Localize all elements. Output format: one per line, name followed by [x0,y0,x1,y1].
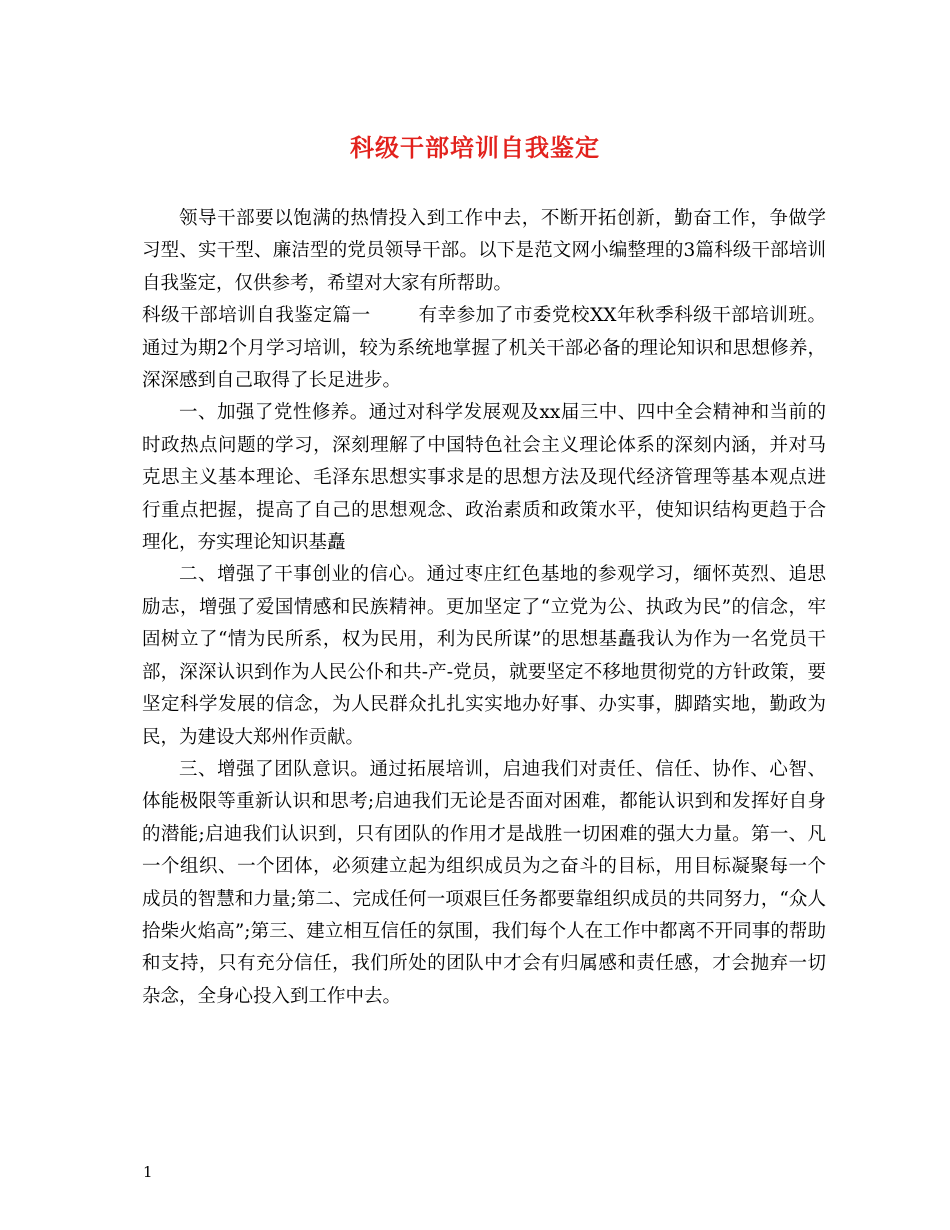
intro-paragraph: 领导干部要以饱满的热情投入到工作中去，不断开拓创新，勤奋工作，争做学习型、实干型、廉洁型的党员领导干部。以下是范文网小编整理的3篇科级干部培训自我鉴定，仅供参考，希望对大家有所帮助。 [142,208,826,294]
document-body [142,203,826,1013]
section-1-title: 科级干部培训自我鉴定篇一 [142,305,371,327]
document-title: 科级干部培训自我鉴定 [350,133,600,162]
team-awareness-paragraph: 三、增强了团队意识。通过拓展培训，启迪我们对责任、信任、协作、心智、体能极限等重新认识和思考;启迪我们无论是否面对困难，都能认识到和发挥好自身的潜能;启迪我们认识到，只有团队的作用才是战胜一切困难的强大力量。第一、凡一个组织、一个团体，必须建立起为组织成员为之奋斗的目标，用目标凝聚每一个成员的智慧和力量;第二、完成任何一项艰巨任务都要靠组织成员的共同努力，“众人拾柴火焰高”;第三、建立相互信任的氛围，我们每个人在工作中都离不开同事的帮助和支持，只有充分信任，我们所处的团队中才会有归属感和责任感，才会抛弃一切杂念，全身心投入到工作中去。 [142,758,826,1007]
party-spirit-paragraph: 一、加强了党性修养。通过对科学发展观及xx届三中、四中全会精神和当前的时政热点问题的学习，深刻理解了中国特色社会主义理论体系的深刻内涵，并对马克思主义基本理论、毛泽东思想实事求是的思想方法及现代经济管理等基本观点进行重点把握，提高了自己的思想观念、政治素质和政策水平，使知识结构更趋于合理化，夯实理论知识基矗 [142,402,826,554]
section-1-paragraph [142,300,826,397]
career-confidence-paragraph: 二、增强了干事创业的信心。通过枣庄红色基地的参观学习，缅怀英烈、追思励志，增强了爱国情感和民族精神。更加坚定了“立党为公、执政为民”的信念，牢固树立了“情为民所系，权为民用，利为民所谋”的思想基矗我认为作为一名党员干部，深深认识到作为人民公仆和共-产-党员，就要坚定不移地贯彻党的方针政策，要坚定科学发展的信念，为人民群众扎扎实实地办好事、办实事，脚踏实地，勤政为民，为建设大郑州作贡献。 [142,564,826,748]
page-number: 1 [143,1163,153,1181]
section-1-lead-text: 有幸参加了市委党校XX年秋季科级干部培训班。通过为期2个月学习培训，较为系统地掌握了机关干部必备的理论知识和思想修养，深深感到自己取得了长足进步。 [142,305,826,392]
